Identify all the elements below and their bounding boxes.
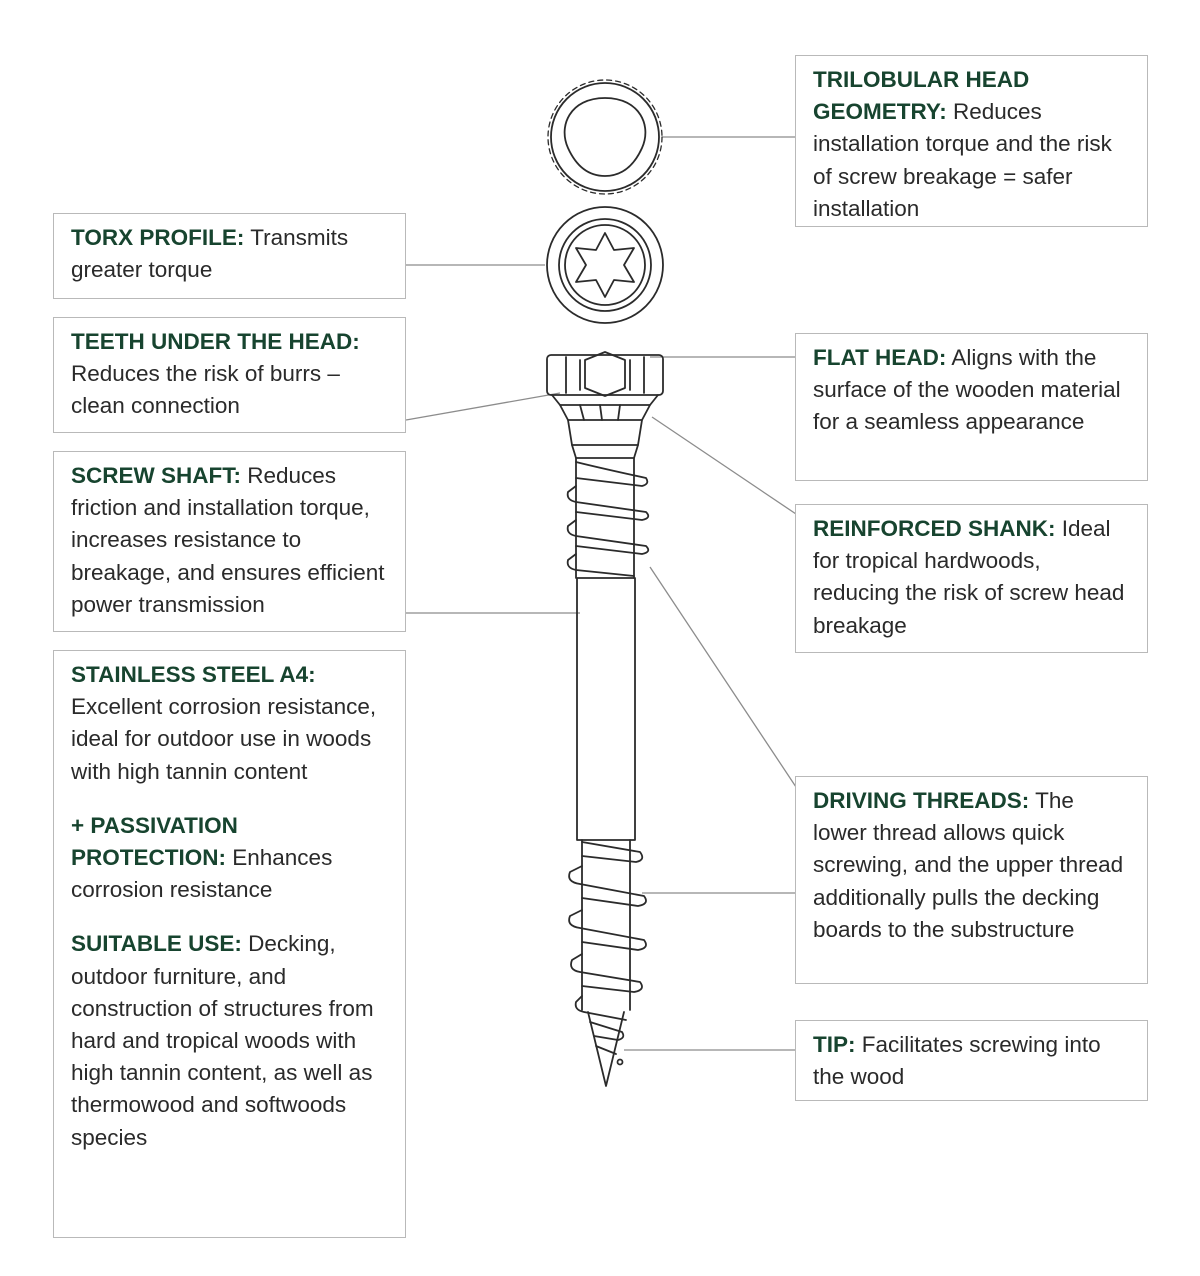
callout-heading: TRILOBULAR HEAD GEOMETRY:	[813, 67, 1030, 125]
screw-shaft	[577, 578, 635, 840]
screw-tip	[588, 1012, 624, 1086]
callout-body: Facilitates screwing into the wood	[813, 1032, 1101, 1090]
callout-heading: SUITABLE USE:	[71, 931, 242, 957]
callout-body: Transmits greater torque	[71, 225, 349, 283]
callout-heading: + PASSIVATION PROTECTION:	[71, 812, 238, 871]
callout-teeth-under-head	[53, 317, 406, 433]
callout-torx-profile	[53, 213, 406, 299]
callout-body: Reduces friction and installation torque, increases resistance to breakage, and ensures efficient power transmission	[71, 463, 385, 617]
callout-body: Aligns with the surface of the wooden material for a seamless appearance	[813, 345, 1121, 435]
upper-thread	[568, 458, 649, 578]
callout-heading: TIP:	[813, 1032, 856, 1057]
callout-heading: DRIVING THREADS:	[813, 788, 1030, 813]
lower-thread	[569, 840, 646, 1020]
callout-tip	[795, 1020, 1148, 1101]
callout-driving-threads	[795, 776, 1148, 984]
leader-line-driving	[650, 567, 796, 787]
trilobular-head-view	[548, 80, 662, 194]
callout-body: Excellent corrosion resistance, ideal for outdoor use in woods with high tannin content	[71, 694, 377, 784]
callout-screw-shaft	[53, 451, 406, 632]
callout-heading: SCREW SHAFT:	[71, 463, 241, 488]
callout-body: Reduces the risk of burrs – clean connection	[71, 329, 373, 419]
callout-heading: TEETH UNDER THE HEAD:	[71, 329, 360, 354]
callout-body: Enhances corrosion resistance	[71, 845, 333, 903]
callout-reinforced-shank	[795, 504, 1148, 653]
callout-flat-head	[795, 333, 1148, 481]
callout-heading: REINFORCED SHANK:	[813, 516, 1056, 541]
callout-material	[53, 650, 406, 1238]
callout-body: The lower thread allows quick screwing, and the upper thread additionally pulls the decking boards to the substructure	[813, 788, 1124, 942]
callout-body: Ideal for tropical hardwoods, reducing the risk of screw head breakage	[813, 516, 1125, 638]
callout-heading: TORX PROFILE:	[71, 225, 245, 250]
callout-body: Decking, outdoor furniture, and construction of structures from hard and tropical woods with high tannin content, as well as thermowood and softwoods species	[71, 931, 374, 1150]
callout-heading: FLAT HEAD:	[813, 345, 947, 370]
leader-line-shank	[652, 417, 796, 514]
leader-line-teeth	[406, 393, 560, 420]
callout-heading: STAINLESS STEEL A4:	[71, 662, 316, 687]
callout-body: Reduces installation torque and the risk of screw breakage = safer installation	[813, 99, 1112, 221]
screw-head	[547, 352, 663, 458]
torx-head-view	[547, 207, 663, 323]
callout-trilobular-head	[795, 55, 1148, 227]
